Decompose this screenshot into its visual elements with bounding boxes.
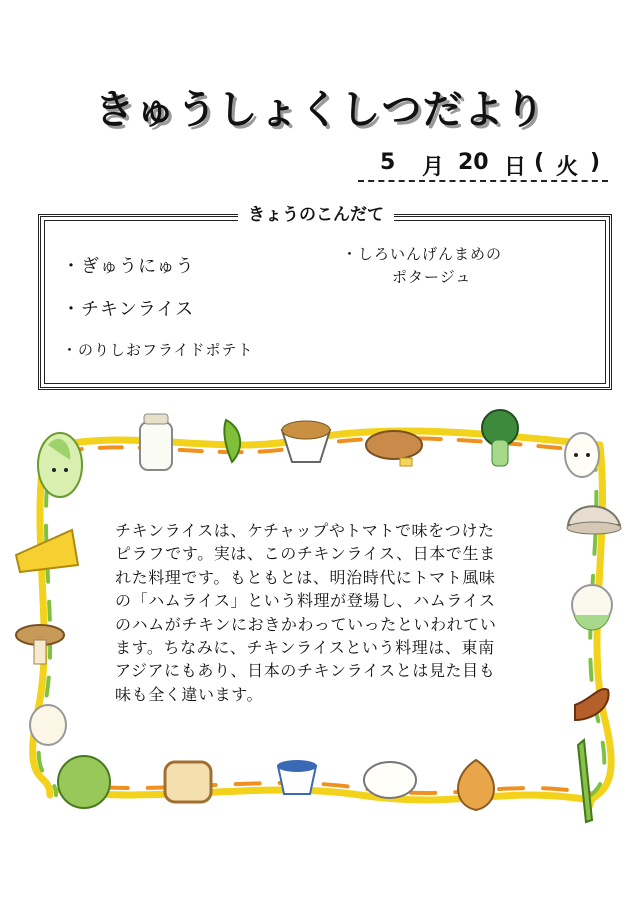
date-day-label: 日 [504,155,527,180]
cabbage-icon [58,756,110,808]
date-day: 20 [458,150,489,175]
egg-icon [565,433,599,477]
menu-title: きょうのこんだて [238,200,394,225]
asparagus-icon [578,740,592,822]
story-line: 味も全く違います。 [115,684,264,704]
date-open-paren: ( [534,150,545,175]
story-line: の「ハムライス」という料理が登場し、ハムライス [115,591,496,611]
quail-egg-icon [30,705,66,745]
okra-icon [224,420,240,462]
menu-item-soup-line2: ポタージュ [392,268,472,286]
date-month: 5 [380,150,396,175]
menu-item-chicken-rice: ・チキンライス [62,299,195,320]
toast-icon [165,762,211,802]
date-line [358,148,608,182]
story-line: ピラフです。実は、このチキンライス、日本で生ま [115,544,496,564]
menu-item-soup-line1: ・しろいんげんまめの [342,245,503,263]
onion-icon [458,760,494,810]
story-line: チキンライスは、ケチャップやトマトで味をつけた [115,521,495,540]
newsletter-title: きゅうしょくしつだより [94,87,546,133]
clam-icon [567,506,621,534]
mushroom-icon [16,625,64,664]
rice-bowl-icon [364,762,416,798]
story-line: のハムがチキンにおきかわっていったといわれてい [115,614,497,634]
chicken-rice-explanation [115,519,535,706]
story-line: ます。ちなみに、チキンライスという料理は、東南 [115,638,495,658]
yogurt-icon [277,760,317,794]
milk-bottle-icon [140,414,172,470]
date-month-label: 月 [422,155,445,180]
natto-icon [282,421,330,462]
story-line: アジアにもあり、日本のチキンライスとは見た目も [115,661,496,681]
story-line: れた料理です。もともとは、明治時代にトマト風味 [115,567,496,587]
hakusai-icon [38,433,82,497]
date-close-paren: ) [590,150,601,175]
bread-roll-icon [366,431,422,466]
menu-item-milk: ・ぎゅうにゅう [62,256,195,277]
menu-item-fried-potato: ・のりしおフライドポテト [62,341,254,359]
date-weekday: 火 [556,155,579,180]
broccoli-icon [482,410,518,466]
cauliflower-icon [572,585,612,630]
